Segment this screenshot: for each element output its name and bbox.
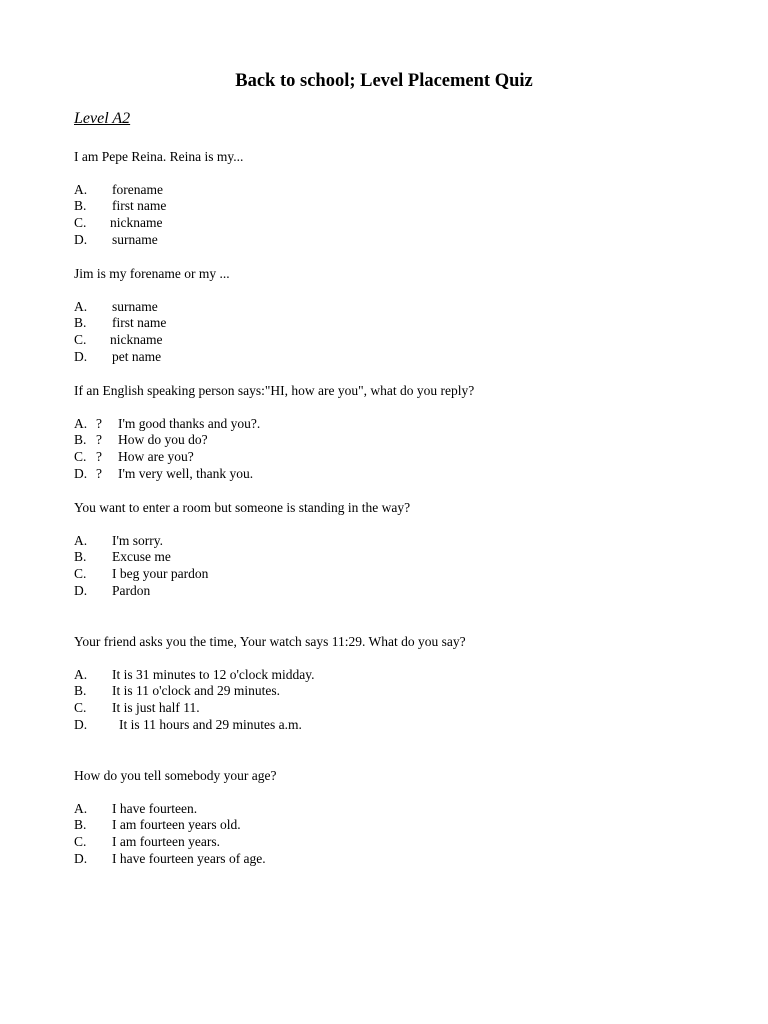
option-letter: C. [74,449,87,465]
question-prompt: If an English speaking person says:"HI, how are you", what do you reply? [74,383,475,398]
option-text: I'm good thanks and you?. [118,415,261,431]
option-text: It is 11 o'clock and 29 minutes. [112,683,281,699]
answer-option [74,533,410,550]
answer-option [74,667,466,684]
option-text: I'm sorry. [112,532,164,548]
option-text: It is 11 hours and 29 minutes a.m. [119,716,302,732]
option-letter: A. [74,298,88,314]
option-letter: C. [74,332,87,348]
option-mark: ? [96,465,102,481]
answer-option [74,416,474,433]
option-text: It is just half 11. [112,700,200,716]
question-prompt: Your friend asks you the time, Your watch says 11:29. What do you say? [74,634,466,649]
option-letter: C. [74,215,87,231]
option-text: surname [112,231,158,247]
answer-option [74,299,230,316]
answer-option [74,683,466,700]
question-4 [74,499,410,600]
answer-option [74,349,230,366]
option-letter: D. [74,582,88,598]
answer-option [74,851,276,868]
option-letter: B. [74,198,87,214]
option-text: Excuse me [112,549,171,565]
option-text: Pardon [112,582,151,598]
option-text: I have fourteen. [112,800,198,816]
answer-option [74,315,230,332]
option-text: forename [112,181,163,197]
answer-option [74,466,474,483]
option-text: How are you? [118,449,194,465]
answer-option [74,817,276,834]
level-heading: Level A2 [74,110,131,127]
option-letter: A. [74,666,88,682]
option-text: nickname [110,332,163,348]
option-text: I have fourteen years of age. [112,850,266,866]
answer-option [74,583,410,600]
answer-option [74,700,466,717]
answer-option [74,549,410,566]
option-text: I'm very well, thank you. [118,465,254,481]
question-6 [74,767,276,868]
option-letter: A. [74,532,88,548]
question-3 [74,382,474,483]
option-letter: A. [74,800,88,816]
page-title: Back to school; Level Placement Quiz [235,71,533,91]
option-text: How do you do? [118,432,208,448]
answer-option [74,449,474,466]
option-letter: D. [74,348,88,364]
option-letter: A. [74,415,88,431]
option-text: It is 31 minutes to 12 o'clock midday. [112,666,315,682]
option-letter: A. [74,181,88,197]
answer-option [74,834,276,851]
option-mark: ? [96,415,102,431]
answer-option [74,198,243,215]
option-letter: D. [74,465,88,481]
option-text: nickname [110,215,163,231]
question-prompt: I am Pepe Reina. Reina is my... [74,149,244,164]
question-prompt: You want to enter a room but someone is standing in the way? [74,500,411,515]
option-mark: ? [96,432,102,448]
option-letter: B. [74,315,87,331]
option-letter: B. [74,432,87,448]
option-letter: B. [74,817,87,833]
question-prompt: How do you tell somebody your age? [74,768,277,783]
option-mark: ? [96,449,102,465]
question-5 [74,633,466,734]
option-letter: D. [74,716,88,732]
option-text: first name [112,315,167,331]
question-prompt: Jim is my forename or my ... [74,266,230,281]
answer-option [74,566,410,583]
option-text: surname [112,298,158,314]
option-letter: C. [74,700,87,716]
option-letter: B. [74,549,87,565]
answer-option [74,232,243,249]
answer-option [74,432,474,449]
answer-option [74,801,276,818]
option-text: first name [112,198,167,214]
answer-option [74,717,466,734]
option-text: I am fourteen years old. [112,817,241,833]
answer-option [74,215,243,232]
question-2 [74,265,230,366]
option-letter: C. [74,566,87,582]
answer-option [74,182,243,199]
option-letter: D. [74,850,88,866]
question-1 [74,148,243,249]
option-text: pet name [112,348,162,364]
option-letter: C. [74,834,87,850]
answer-option [74,332,230,349]
option-letter: B. [74,683,87,699]
option-letter: D. [74,231,88,247]
option-text: I beg your pardon [112,566,209,582]
option-text: I am fourteen years. [112,834,220,850]
